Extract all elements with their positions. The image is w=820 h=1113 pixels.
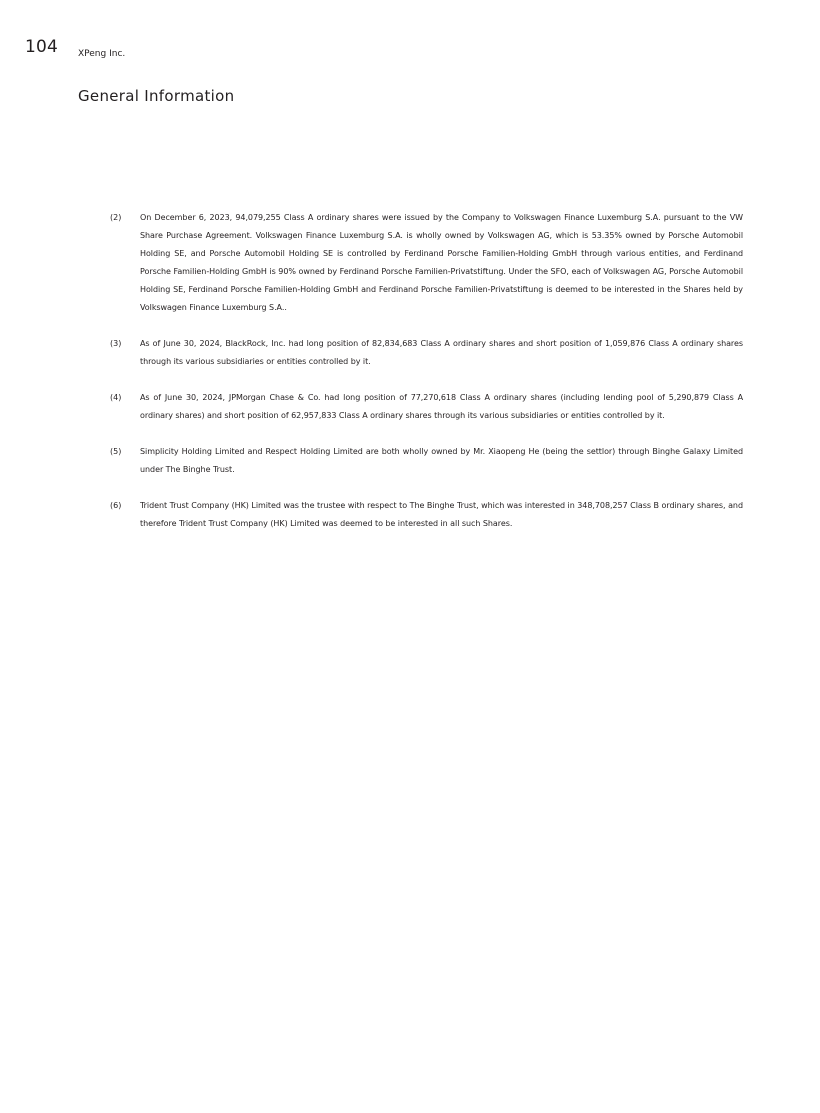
- note-marker: (3): [110, 339, 122, 348]
- note-text: Simplicity Holding Limited and Respect Holding Limited are both wholly owned by Mr. Xiaopeng He (being the settlor) through Binghe Galaxy Limited under The Binghe Trust.: [140, 447, 743, 474]
- note-item: [110, 209, 743, 317]
- page-number: 104: [25, 37, 59, 57]
- note-item: [110, 389, 743, 425]
- note-marker: (5): [110, 447, 122, 456]
- note-marker: (6): [110, 501, 122, 510]
- note-marker: (2): [110, 213, 122, 222]
- note-marker: (4): [110, 393, 122, 402]
- note-text: As of June 30, 2024, BlackRock, Inc. had long position of 82,834,683 Class A ordinary shares and short position of 1,059,876 Class A ordinary shares through its various subsidiaries or entities controlled by it.: [140, 339, 743, 366]
- note-item: [110, 497, 743, 533]
- company-name: XPeng Inc.: [78, 49, 126, 59]
- note-item: [110, 335, 743, 371]
- note-item: [110, 443, 743, 479]
- note-text: Trident Trust Company (HK) Limited was the trustee with respect to The Binghe Trust, which was interested in 348,708,257 Class B ordinary shares, and therefore Trident Trust Company (HK) Limited was deemed to be interested in all such Shares.: [140, 501, 743, 528]
- note-text: On December 6, 2023, 94,079,255 Class A ordinary shares were issued by the Company to Volkswagen Finance Luxemburg S.A. pursuant to the VW Share Purchase Agreement. Volkswagen Finance Luxemburg S.A. is wholly owned by Volkswagen AG, which is 53.35% owned by Porsche Automobil Holding SE, and Porsche Automobil Holding SE is controlled by Ferdinand Porsche Familien-Holding GmbH through various entities, and Ferdinand Porsche Familien-Holding GmbH is 90% owned by Ferdinand Porsche Familien-Privatstiftung. Under the SFO, each of Volkswagen AG, Porsche Automobil Holding SE, Ferdinand Porsche Familien-Holding GmbH and Ferdinand Porsche Familien-Privatstiftung is deemed to be interested in the Shares held by Volkswagen Finance Luxemburg S.A..: [140, 213, 743, 312]
- notes-list: [110, 209, 743, 551]
- section-title: General Information: [78, 87, 235, 105]
- note-text: As of June 30, 2024, JPMorgan Chase & Co. had long position of 77,270,618 Class A ordinary shares (including lending pool of 5,290,879 Class A ordinary shares) and short position of 62,957,833 Class A ordinary shares through its various subsidiaries or entities controlled by it.: [140, 393, 743, 420]
